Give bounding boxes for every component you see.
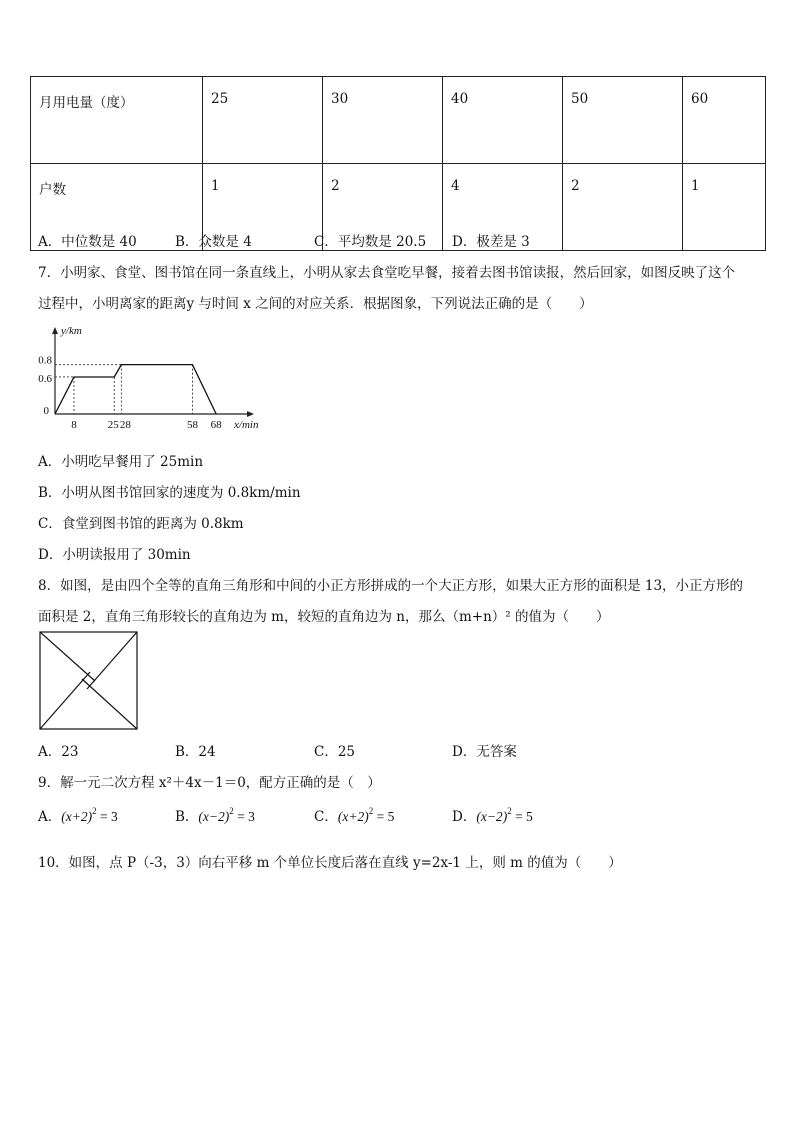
large-square [40,632,137,729]
table-cell: 40 [443,77,563,164]
triangle-edge [40,632,95,681]
x-tick-label: 58 [186,419,198,431]
q7-distance-time-graph [36,322,268,434]
option-letter: A． [38,809,62,825]
q7-option-b: B．小明从图书馆回家的速度为 0.8km/min [38,485,301,501]
triangle-edge [40,672,90,729]
q10-stem: 10．如图，点 P（-3，3）向右平移 m 个单位长度后落在直线 y=2x-1 上，则 m 的值为（ ） [38,855,622,871]
x-tick-label: 8 [71,419,77,431]
q9-option-d: D．$(x-2)^2 = 5$ [452,806,533,825]
table-cell: 30 [323,77,443,164]
table-cell: 25 [203,77,323,164]
q7-stem-line1: 7．小明家、食堂、图书馆在同一条直线上，小明从家去食堂吃早餐，接着去图书馆读报，然后回家，如图反映了这个 [38,265,736,281]
option-letter: B． [175,809,199,825]
expr-inner: x+2 [65,809,88,824]
x-tick-label: 25 [107,419,119,431]
expr-rhs: = 5 [376,809,395,824]
expr-rhs: = 5 [515,809,533,824]
q8-pinwheel-square-figure [39,631,139,731]
exponent: 2 [368,806,374,816]
q6-option-a: A．中位数是 40 [38,234,137,250]
expr-inner: x−2 [202,809,225,824]
table-cell: 2 [563,164,683,251]
q7-option-d: D．小明读报用了 30min [38,547,191,563]
triangle-edge [87,632,137,689]
q8-option-d: D．无答案 [452,744,517,760]
q7-option-a: A．小明吃早餐用了 25min [38,454,204,470]
table-cell: 2 [323,164,443,251]
expr-rhs: = 3 [237,809,255,824]
exponent: 2 [92,806,97,816]
expr-inner: x+2 [342,809,365,824]
y-axis-arrow [52,327,58,334]
expr-rhs: = 3 [99,809,118,824]
exponent: 2 [507,806,512,816]
table-cell: 4 [443,164,563,251]
x-tick-label: 68 [210,419,222,431]
y-axis-label: y/km [61,325,82,337]
electricity-table [30,76,766,251]
exponent: 2 [229,806,234,816]
q7-chart-area [38,325,259,431]
y-tick-label: 0.6 [38,372,52,385]
x-axis-label: x/min [234,419,259,431]
option-letter: D． [452,809,477,825]
q7-stem-line2: 过程中，小明离家的距离y 与时间 x 之间的对应关系．根据图象，下列说法正确的是（ ） [38,296,593,312]
table-cell: 50 [563,77,683,164]
q8-option-c: C．25 [314,744,356,760]
table-cell: 60 [683,77,766,164]
x-axis-arrow [247,411,254,417]
x-tick-label: 28 [119,419,131,431]
table-row [31,77,766,164]
q9-stem: 9．解一元二次方程 x²＋4x－1＝0，配方正确的是（ ） [38,775,381,791]
q9-option-c: C．$(x+2)^2 = 5$ [314,806,395,825]
q8-option-b: B．24 [175,744,216,760]
q9-option-b: B．$(x-2)^2 = 3$ [175,806,255,825]
table-cell: 户数 [31,164,203,251]
q8-option-a: A．23 [38,744,79,760]
origin-label: 0 [43,405,49,417]
q7-option-c: C．食堂到图书馆的距离为 0.8km [38,516,244,532]
distance-series-line [55,365,216,414]
q6-option-d: D．极差是 3 [452,234,530,250]
q6-option-b: B．众数是 4 [175,234,252,250]
option-letter: C． [314,809,338,825]
table-cell: 1 [203,164,323,251]
q9-option-a: A．$(x+2)^2 = 3$ [38,806,118,825]
y-tick-label: 0.8 [38,354,52,367]
triangle-edge [82,679,137,729]
table-cell: 1 [683,164,766,251]
q6-option-c: C．平均数是 20.5 [314,234,427,250]
q8-stem-line1: 8．如图，是由四个全等的直角三角形和中间的小正方形拼成的一个大正方形，如果大正方形的面积是 13，小正方形的 [38,578,744,594]
table-cell: 月用电量（度） [31,77,203,164]
expr-inner: x−2 [480,809,503,824]
q8-stem-line2: 面积是 2，直角三角形较长的直角边为 m，较短的直角边为 n，那么（m+n）² 的值为（ ） [38,609,610,625]
